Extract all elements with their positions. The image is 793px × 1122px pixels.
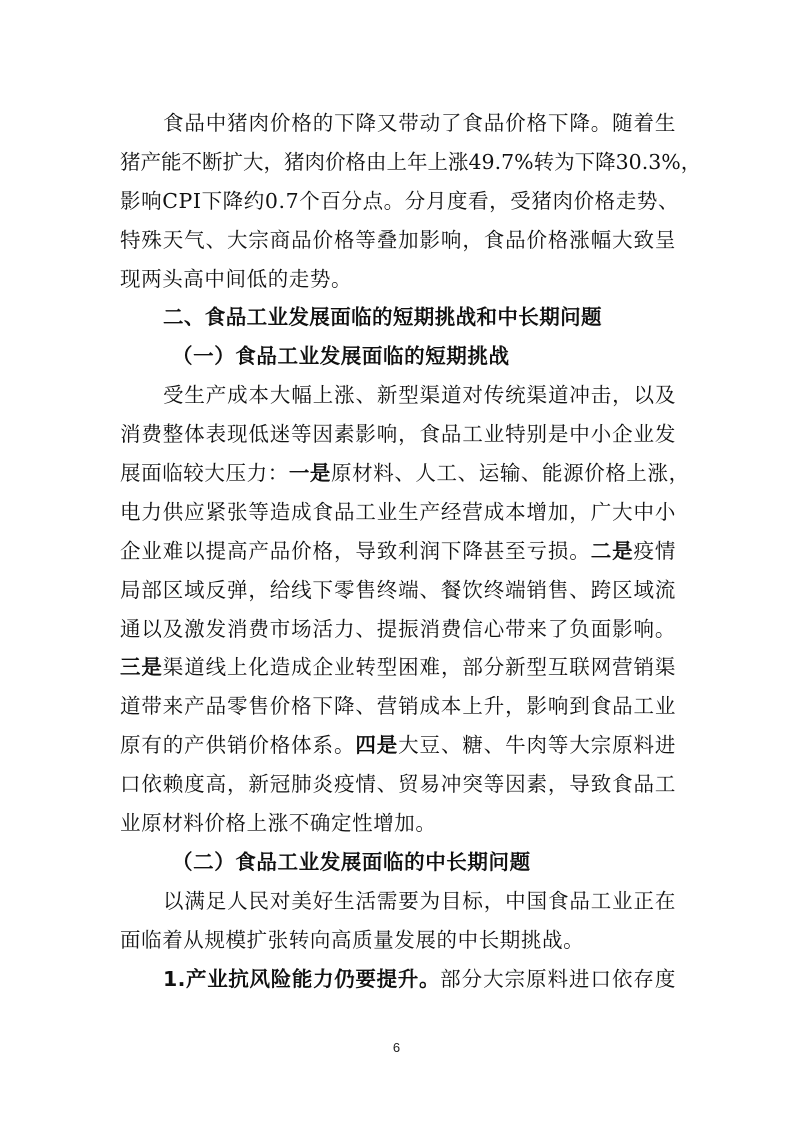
section-heading: 二、食品工业发展面临的短期挑战和中长期问题 bbox=[163, 305, 602, 330]
numbered-heading: 1.产业抗风险能力仍要提升。 bbox=[163, 966, 441, 991]
para1-line-3: 影响CPI下降约0.7个百分点。分月度看，受猪肉价格走势、 bbox=[120, 188, 680, 213]
text-span: 原有的产供销价格体系。 bbox=[120, 733, 356, 758]
para1-line-1: 食品中猪肉价格的下降又带动了食品价格下降。随着生 bbox=[163, 111, 676, 135]
text-span: 部分大宗原料进口依存度 bbox=[440, 966, 676, 991]
para2-line-1: 受生产成本大幅上涨、新型渠道对传统渠道冲击，以及 bbox=[163, 383, 676, 408]
para2-line-11: 口依赖度高，新冠肺炎疫情、贸易冲突等因素，导致食品工 bbox=[120, 772, 676, 797]
para2-line-12: 业原材料价格上涨不确定性增加。 bbox=[120, 811, 437, 836]
text-span: 疫情 bbox=[633, 538, 676, 563]
document-page bbox=[120, 104, 702, 998]
para2-line-9: 道带来产品零售价格下降、营销成本上升，影响到食品工业 bbox=[120, 694, 676, 719]
text-span: 原材料、人工、运输、能源价格上涨， bbox=[331, 461, 690, 486]
para2-line-2: 消费整体表现低迷等因素影响，食品工业特别是中小企业发 bbox=[120, 422, 676, 447]
para2-line-7: 通以及激发消费市场活力、提振消费信心带来了负面影响。 bbox=[120, 616, 676, 641]
text-span: 展面临较大压力： bbox=[120, 461, 289, 486]
para2-line-5 bbox=[120, 532, 676, 571]
para2-line-4: 电力供应紧张等造成食品工业生产经营成本增加，广大中小 bbox=[120, 499, 676, 524]
para4-line-1 bbox=[120, 960, 676, 999]
page-number: 6 bbox=[392, 1040, 401, 1055]
text-span: 渠道线上化造成企业转型困难，部分新型互联网营销渠 bbox=[162, 655, 676, 680]
emphasis-fourth: 四是 bbox=[355, 733, 399, 758]
para2-line-6: 局部区域反弹，给线下零售终端、餐饮终端销售、跨区域流 bbox=[120, 577, 676, 602]
para3-line-2: 面临着从规模扩张转向高质量发展的中长期挑战。 bbox=[120, 927, 585, 952]
para2-line-10 bbox=[120, 726, 676, 765]
para3-line-1: 以满足人民对美好生活需要为目标，中国食品工业正在 bbox=[163, 888, 676, 913]
para1-line-5: 现两头高中间低的走势。 bbox=[120, 266, 353, 291]
subsection-heading-short-term: （一）食品工业发展面临的短期挑战 bbox=[172, 344, 510, 369]
emphasis-second: 二是 bbox=[590, 538, 634, 563]
para2-line-8 bbox=[120, 648, 676, 687]
subsection-heading-long-term: （二）食品工业发展面临的中长期问题 bbox=[172, 849, 531, 874]
text-span: 企业难以提高产品价格，导致利润下降甚至亏损。 bbox=[120, 538, 591, 563]
text-span: 大豆、糖、牛肉等大宗原料进 bbox=[398, 733, 676, 758]
para1-line-4: 特殊天气、大宗商品价格等叠加影响，食品价格涨幅大致呈 bbox=[120, 227, 676, 252]
para1-line-2: 猪产能不断扩大，猪肉价格由上年上涨49.7%转为下降30.3%， bbox=[120, 149, 702, 174]
emphasis-first: 一是 bbox=[288, 461, 332, 486]
para2-line-3 bbox=[120, 454, 690, 493]
emphasis-third: 三是 bbox=[120, 655, 163, 680]
